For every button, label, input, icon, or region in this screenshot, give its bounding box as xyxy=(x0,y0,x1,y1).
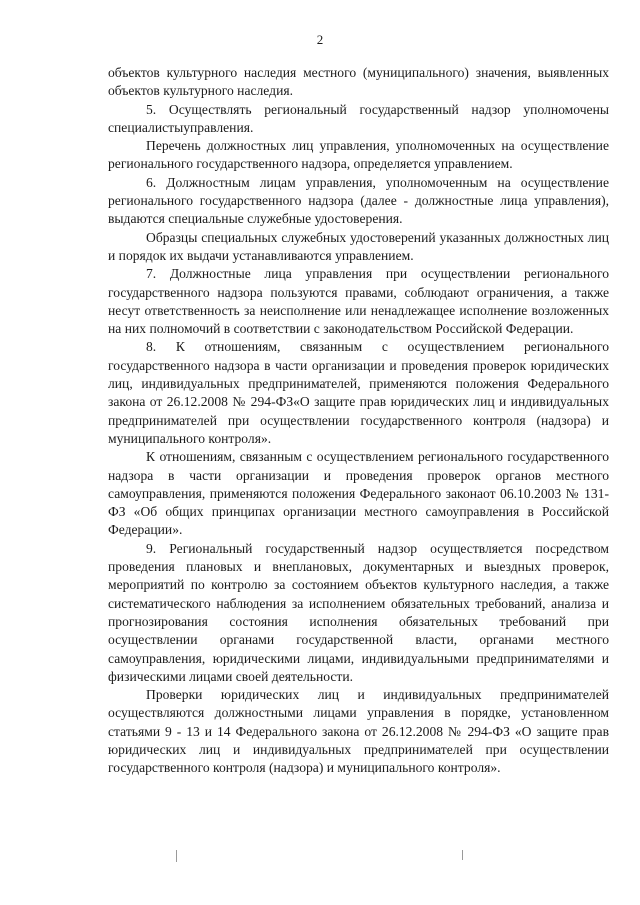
scan-mark-right xyxy=(462,850,463,860)
paragraph-item-8: 8. К отношениям, связанным с осуществлением регионального государственного надзора в части организации и проведения проверок юридических лиц, индивидуальных предпринимателей, применяются положения Федерального закона от 26.12.2008 № 294-ФЗ«О защите прав юридических лиц и индивидуальных предпринимателей при осуществлении государственного контроля (надзора) и муниципального контроля». xyxy=(108,339,609,446)
page-number: 2 xyxy=(316,32,324,47)
paragraph-item-9: 9. Региональный государственный надзор осуществляется посредством проведения плановых и внеплановых, документарных и выездных проверок, мероприятий по контролю за состоянием объектов культурного наследия, а также систематического наблюдения за исполнением обязательных требований, анализа и прогнозирования состояния исполнения обязательных требований при осуществлении органами государственной власти, органами местного самоуправления, юридическими лицами, индивидуальными предпринимателями и физическими лицами своей деятельности. xyxy=(108,540,609,684)
paragraph-item-6: 6. Должностным лицам управления, уполномоченным на осуществление регионального государственного надзора (далее - должностные лица управления), выдаются специальные служебные удостоверения. xyxy=(108,174,609,227)
document-body xyxy=(108,64,609,778)
paragraph-item-7: 7. Должностные лица управления при осуществлении регионального государственного надзора пользуются правами, соблюдают ограничения, а также несут ответственность за неисполнение или ненадлежащее исполнение возложенных на них полномочий в соответствии с законодательством Российской Федерации. xyxy=(108,266,609,337)
paragraph-certificates: Образцы специальных служебных удостоверений указанных должностных лиц и порядок их выдачи устанавливаются управлением. xyxy=(108,229,609,263)
paragraph-officials-list: Перечень должностных лиц управления, уполномоченных на осуществление регионального государственного надзора, определяется управлением. xyxy=(108,138,609,172)
paragraph-local-government: К отношениям, связанным с осуществлением регионального государственного надзора в части организации и проведения проверок органов местного самоуправления, применяются положения Федерального законаот 06.10.2003 № 131-ФЗ «Об общих принципах организации местного самоуправления в Российской Федерации». xyxy=(108,449,609,538)
paragraph-item-5: 5. Осуществлять региональный государственный надзор уполномочены специалистыуправления. xyxy=(108,101,609,135)
paragraph-inspections: Проверки юридических лиц и индивидуальных предпринимателей осуществляются должностными лицами управления в порядке, установленном статьями 9 - 13 и 14 Федерального закона от 26.12.2008 № 294-ФЗ «О защите прав юридических лиц и индивидуальных предпринимателей при осуществлении государственного контроля (надзора) и муниципального контроля». xyxy=(108,687,609,776)
paragraph-continuation: объектов культурного наследия местного (муниципального) значения, выявленных объектов культурного наследия. xyxy=(108,65,609,99)
scan-mark-left xyxy=(176,850,177,862)
